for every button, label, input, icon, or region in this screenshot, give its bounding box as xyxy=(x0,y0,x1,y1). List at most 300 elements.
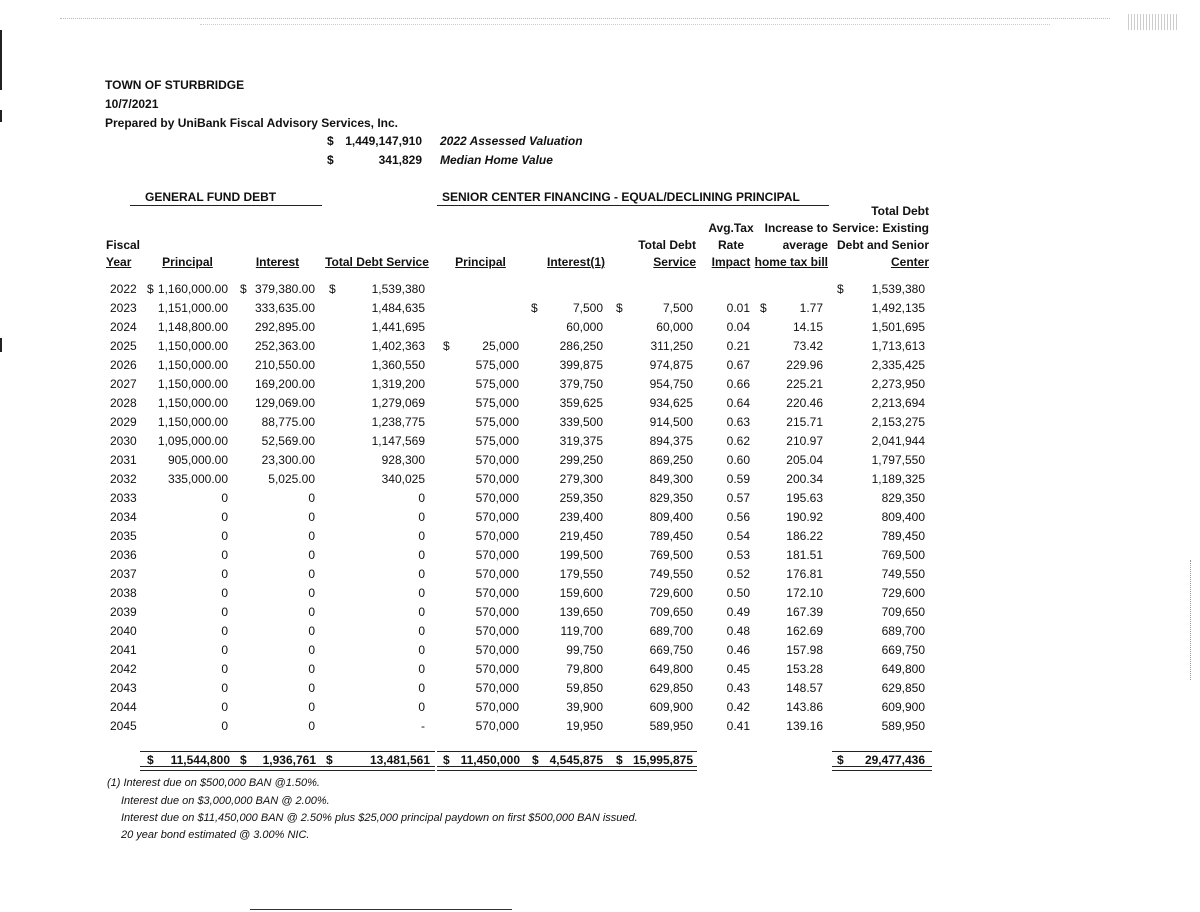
sc-interest-cell: 60,000 xyxy=(566,320,603,334)
gf-total-cell: 1,360,550 xyxy=(371,358,425,372)
tax-impact-cell: 0.67 xyxy=(726,358,750,372)
sc-total-cell: 849,300 xyxy=(649,472,693,486)
sc-total-cell: 709,650 xyxy=(649,605,693,619)
sc-principal-cell: 570,000 xyxy=(475,491,519,505)
grand-total-cell: 609,900 xyxy=(881,700,925,714)
gf-total-cell: 1,238,775 xyxy=(371,415,425,429)
home-tax-increase-cell: 139.16 xyxy=(786,719,823,733)
sc-interest-cell: 159,600 xyxy=(559,586,603,600)
sc-total-cell: 809,400 xyxy=(649,510,693,524)
gf-interest-cell: 5,025.00 xyxy=(268,472,315,486)
gf-total-cell: 0 xyxy=(418,529,425,543)
sc-principal-cell: 570,000 xyxy=(475,624,519,638)
home-tax-increase-cell: 148.57 xyxy=(786,681,823,695)
home-tax-increase-cell: 73.42 xyxy=(792,339,823,353)
tax-impact-cell: 0.42 xyxy=(726,700,750,714)
sc-interest-cell: 219,450 xyxy=(559,529,603,543)
senior-center-section-title: SENIOR CENTER FINANCING - EQUAL/DECLINING PRINCIPAL xyxy=(442,190,800,204)
fiscal-year-cell: 2023 xyxy=(110,301,137,315)
sc-principal-cell: 575,000 xyxy=(475,434,519,448)
sc-total-cell: 629,850 xyxy=(649,681,693,695)
sc-interest-cell: 139,650 xyxy=(559,605,603,619)
currency-symbol: $ xyxy=(760,301,767,315)
gf-principal-cell: 1,150,000.00 xyxy=(157,377,228,391)
margin-mark xyxy=(0,110,2,122)
gf-principal-cell: 0 xyxy=(221,719,228,733)
gf-principal-cell: 0 xyxy=(221,681,228,695)
sc-total-cell: 914,500 xyxy=(649,415,693,429)
currency-symbol: $ xyxy=(329,282,336,296)
sc-total-cell: 769,500 xyxy=(649,548,693,562)
sc-principal-cell: 570,000 xyxy=(475,700,519,714)
gf-principal-cell: 0 xyxy=(221,529,228,543)
gf-total-cell: 1,539,380 xyxy=(371,282,425,296)
sc-total-cell: 689,700 xyxy=(649,624,693,638)
sc-principal-cell: 575,000 xyxy=(475,396,519,410)
header-line: Service: Existing xyxy=(832,221,929,235)
gf-total-cell: 0 xyxy=(418,624,425,638)
grand-total-cell: 1,189,325 xyxy=(871,472,925,486)
grand-total-header xyxy=(820,203,929,271)
sc-principal-cell: 575,000 xyxy=(475,377,519,391)
fiscal-year-cell: 2031 xyxy=(110,453,137,467)
currency-symbol: $ xyxy=(616,301,623,315)
sc-principal-cell: 570,000 xyxy=(475,681,519,695)
header-line: Interest(1) xyxy=(546,255,605,269)
margin-mark xyxy=(0,338,2,352)
total-currency: $ xyxy=(532,753,539,767)
header-line: Total Debt xyxy=(638,238,696,252)
footnote: 20 year bond estimated @ 3.00% NIC. xyxy=(121,829,310,841)
gf-interest-cell: 169,200.00 xyxy=(254,377,315,391)
header-line: Total Debt Service xyxy=(325,255,429,269)
grand-total-cell: 789,450 xyxy=(881,529,925,543)
tax-impact-cell: 0.45 xyxy=(726,662,750,676)
footnote: Interest due on $3,000,000 BAN @ 2.00%. xyxy=(121,795,330,807)
currency-symbol: $ xyxy=(531,301,538,315)
home-tax-increase-cell: 167.39 xyxy=(786,605,823,619)
total-currency: $ xyxy=(443,753,450,767)
sc-principal-cell: 570,000 xyxy=(475,510,519,524)
header-line: Center xyxy=(890,255,929,269)
home-tax-increase-cell: 200.34 xyxy=(786,472,823,486)
sc-interest-cell: 7,500 xyxy=(572,301,603,315)
gf-principal-cell: 1,151,000.00 xyxy=(157,301,228,315)
gf-principal-cell: 0 xyxy=(221,643,228,657)
fiscal-year-cell: 2035 xyxy=(110,529,137,543)
gf-interest-cell: 0 xyxy=(308,605,315,619)
home-tax-increase-cell: 205.04 xyxy=(786,453,823,467)
header-line: Principal xyxy=(162,255,213,269)
tax-impact-cell: 0.53 xyxy=(726,548,750,562)
scan-artifact xyxy=(60,18,1110,20)
grand-total-cell: 2,153,275 xyxy=(871,415,925,429)
gf-interest-cell: 252,363.00 xyxy=(254,339,315,353)
gf-interest-cell: 333,635.00 xyxy=(254,301,315,315)
sc-principal-cell: 570,000 xyxy=(475,643,519,657)
gf-principal-cell: 1,150,000.00 xyxy=(157,358,228,372)
home-tax-increase-cell: 176.81 xyxy=(786,567,823,581)
grand-total-cell: 629,850 xyxy=(881,681,925,695)
gf-principal-cell: 0 xyxy=(221,567,228,581)
home-tax-increase-cell: 143.86 xyxy=(786,700,823,714)
grand-total-cell: 729,600 xyxy=(881,586,925,600)
grand-total-cell: 669,750 xyxy=(881,643,925,657)
gf-interest-cell: 0 xyxy=(308,548,315,562)
header-line: Rate xyxy=(717,238,744,252)
sc-total-cell: 749,550 xyxy=(649,567,693,581)
home-tax-increase-cell: 229.96 xyxy=(786,358,823,372)
footnote: (1) Interest due on $500,000 BAN @1.50%. xyxy=(107,777,320,789)
gf-interest-cell: 0 xyxy=(308,643,315,657)
fiscal-year-cell: 2038 xyxy=(110,586,137,600)
gf-principal-cell: 0 xyxy=(221,586,228,600)
header-line: average xyxy=(782,238,828,252)
tax-impact-cell: 0.04 xyxy=(726,320,750,334)
sc-total-cell: 60,000 xyxy=(656,320,693,334)
gf-total-cell: 1,147,569 xyxy=(371,434,425,448)
tax-impact-cell: 0.43 xyxy=(726,681,750,695)
grand-total-cell: 809,400 xyxy=(881,510,925,524)
gf-total-cell: 0 xyxy=(418,662,425,676)
grand-total-cell: 1,797,550 xyxy=(871,453,925,467)
gf-principal-cell: 0 xyxy=(221,605,228,619)
tax-impact-cell: 0.21 xyxy=(726,339,750,353)
sc-principal-cell: 570,000 xyxy=(475,586,519,600)
home-tax-increase-cell: 215.71 xyxy=(786,415,823,429)
header-line: home tax bill xyxy=(754,255,828,269)
home-tax-increase-cell: 181.51 xyxy=(786,548,823,562)
sc-principal-cell: 570,000 xyxy=(475,453,519,467)
header-line: Total Debt xyxy=(871,204,929,218)
sc-interest-cell: 286,250 xyxy=(559,339,603,353)
fiscal-year-cell: 2024 xyxy=(110,320,137,334)
sc-interest-cell: 359,625 xyxy=(559,396,603,410)
gf-interest-cell: 0 xyxy=(308,681,315,695)
gf-interest-cell: 379,380.00 xyxy=(254,282,315,296)
total-rule xyxy=(140,751,435,752)
sc-interest-cell: 279,300 xyxy=(559,472,603,486)
gf-interest-cell: 23,300.00 xyxy=(261,453,315,467)
gf-total-cell: 0 xyxy=(418,643,425,657)
sc-total-cell: 729,600 xyxy=(649,586,693,600)
sc-interest-cell: 79,800 xyxy=(566,662,603,676)
grand-total-cell: 1,713,613 xyxy=(871,339,925,353)
tax-impact-cell: 0.41 xyxy=(726,719,750,733)
sc-total-cell: 829,350 xyxy=(649,491,693,505)
grand-total-cell: 829,350 xyxy=(881,491,925,505)
sc-interest-cell: 199,500 xyxy=(559,548,603,562)
sc-total-cell: 649,800 xyxy=(649,662,693,676)
tax-impact-cell: 0.50 xyxy=(726,586,750,600)
home-tax-increase-cell: 186.22 xyxy=(786,529,823,543)
home-tax-increase-header xyxy=(752,220,828,271)
gf-principal-cell: 0 xyxy=(221,662,228,676)
sc-principal-cell: 25,000 xyxy=(482,339,519,353)
gf-total-cell: 0 xyxy=(418,605,425,619)
valuation-value: 1,449,147,910 xyxy=(345,134,422,148)
fiscal-year-cell: 2043 xyxy=(110,681,137,695)
total-rule xyxy=(832,751,932,752)
gf-interest-cell: 88,775.00 xyxy=(261,415,315,429)
fiscal-year-cell: 2042 xyxy=(110,662,137,676)
sc-total-cell: 311,250 xyxy=(650,339,693,353)
currency-symbol: $ xyxy=(327,153,334,167)
header-line: Increase to xyxy=(764,221,828,235)
sc-interest-cell: 339,500 xyxy=(559,415,603,429)
gf-principal-cell: 905,000.00 xyxy=(167,453,228,467)
currency-symbol: $ xyxy=(147,282,154,296)
home-tax-increase-cell: 225.21 xyxy=(786,377,823,391)
gf-interest-cell: 210,550.00 xyxy=(254,358,315,372)
header-line: Interest xyxy=(255,255,300,269)
fiscal-year-cell: 2039 xyxy=(110,605,137,619)
total-rule xyxy=(437,751,697,752)
tax-impact-cell: 0.64 xyxy=(726,396,750,410)
tax-rate-impact-header xyxy=(706,220,756,271)
grand-total-cell: 1,492,135 xyxy=(871,301,925,315)
gf-interest-cell: 0 xyxy=(308,567,315,581)
gf-principal-cell: 1,160,000.00 xyxy=(157,282,228,296)
grand-total-cell: 589,950 xyxy=(881,719,925,733)
gf-interest-cell: 52,569.00 xyxy=(261,434,315,448)
fiscal-year-cell: 2027 xyxy=(110,377,137,391)
grand-total-cell: 2,213,694 xyxy=(871,396,925,410)
sc-total-cell: 609,900 xyxy=(649,700,693,714)
currency-symbol: $ xyxy=(837,282,844,296)
section-underline xyxy=(130,205,322,206)
sc-interest-cell: 319,375 xyxy=(559,434,603,448)
fiscal-year-cell: 2044 xyxy=(110,700,137,714)
total-sc-interest: 4,545,875 xyxy=(549,753,603,767)
total-gf-interest: 1,936,761 xyxy=(262,753,316,767)
gf-interest-cell: 0 xyxy=(308,624,315,638)
sc-interest-cell: 379,750 xyxy=(559,377,603,391)
tax-impact-cell: 0.48 xyxy=(726,624,750,638)
gf-interest-cell: 0 xyxy=(308,662,315,676)
tax-impact-cell: 0.01 xyxy=(726,301,750,315)
sc-total-cell: 974,875 xyxy=(649,358,693,372)
home-tax-increase-cell: 153.28 xyxy=(786,662,823,676)
sc-total-cell: 7,500 xyxy=(662,301,693,315)
gf-interest-header xyxy=(245,254,310,271)
home-tax-increase-cell: 162.69 xyxy=(786,624,823,638)
gf-total-cell: 928,300 xyxy=(381,453,425,467)
home-tax-increase-cell: 190.92 xyxy=(786,510,823,524)
gf-total-cell: 1,319,200 xyxy=(371,377,425,391)
header-line: Principal xyxy=(455,255,506,269)
gf-interest-cell: 0 xyxy=(308,719,315,733)
home-tax-increase-cell: 220.46 xyxy=(786,396,823,410)
report-date: 10/7/2021 xyxy=(105,97,159,111)
gf-principal-cell: 0 xyxy=(221,624,228,638)
fiscal-year-cell: 2037 xyxy=(110,567,137,581)
grand-total-cell: 749,550 xyxy=(881,567,925,581)
sc-principal-cell: 575,000 xyxy=(475,358,519,372)
gf-interest-cell: 0 xyxy=(308,491,315,505)
total-sc-debt-service: 15,995,875 xyxy=(632,753,693,767)
fiscal-year-header xyxy=(106,237,146,271)
header-line: Service xyxy=(653,255,696,269)
grand-total-cell: 2,335,425 xyxy=(871,358,925,372)
sc-total-cell: 869,250 xyxy=(649,453,693,467)
tax-impact-cell: 0.60 xyxy=(726,453,750,467)
home-tax-increase-cell: 1.77 xyxy=(799,301,823,315)
sc-principal-cell: 570,000 xyxy=(475,662,519,676)
sc-principal-cell: 570,000 xyxy=(475,548,519,562)
gf-total-cell: 1,484,635 xyxy=(371,301,425,315)
sc-interest-cell: 399,875 xyxy=(559,358,603,372)
fiscal-year-cell: 2025 xyxy=(110,339,137,353)
tax-impact-cell: 0.63 xyxy=(726,415,750,429)
total-currency: $ xyxy=(147,753,154,767)
gf-interest-cell: 0 xyxy=(308,529,315,543)
gf-principal-header xyxy=(155,254,220,271)
gf-principal-cell: 1,150,000.00 xyxy=(157,415,228,429)
header-line: Fiscal xyxy=(106,238,141,252)
home-tax-increase-cell: 14.15 xyxy=(792,320,823,334)
fiscal-year-cell: 2040 xyxy=(110,624,137,638)
gf-principal-cell: 0 xyxy=(221,491,228,505)
gf-principal-cell: 0 xyxy=(221,548,228,562)
footnote: Interest due on $11,450,000 BAN @ 2.50% plus $25,000 principal paydown on first $500,000 BAN issued. xyxy=(121,812,638,824)
fiscal-year-cell: 2034 xyxy=(110,510,137,524)
header-line: Impact xyxy=(711,255,751,269)
assessed-valuation-label: 2022 Assessed Valuation xyxy=(440,134,583,148)
fiscal-year-cell: 2032 xyxy=(110,472,137,486)
gf-principal-cell: 1,150,000.00 xyxy=(157,339,228,353)
median-home-value-label: Median Home Value xyxy=(440,153,553,167)
prepared-by: Prepared by UniBank Fiscal Advisory Services, Inc. xyxy=(105,116,399,130)
gf-principal-cell: 0 xyxy=(221,700,228,714)
signature-line xyxy=(250,909,512,910)
scan-artifact xyxy=(200,24,1050,26)
total-grand: 29,477,436 xyxy=(864,753,925,767)
grand-total-cell: 649,800 xyxy=(881,662,925,676)
sc-interest-cell: 59,850 xyxy=(566,681,603,695)
sc-principal-cell: 570,000 xyxy=(475,529,519,543)
gf-total-cell: 0 xyxy=(418,510,425,524)
total-currency: $ xyxy=(616,753,623,767)
gf-total-cell: 0 xyxy=(418,700,425,714)
town-title: TOWN OF STURBRIDGE xyxy=(105,78,245,92)
fiscal-year-cell: 2030 xyxy=(110,434,137,448)
margin-mark xyxy=(0,30,2,90)
sc-interest-cell: 99,750 xyxy=(566,643,603,657)
total-currency: $ xyxy=(240,753,247,767)
total-gf-debt-service: 13,481,561 xyxy=(369,753,430,767)
sc-interest-cell: 119,700 xyxy=(560,624,603,638)
sc-principal-cell: 570,000 xyxy=(475,567,519,581)
tax-impact-cell: 0.46 xyxy=(726,643,750,657)
margin-mark xyxy=(1190,560,1192,680)
grand-total-cell: 2,041,944 xyxy=(871,434,925,448)
gf-total-header xyxy=(322,254,432,271)
grand-total-cell: 1,539,380 xyxy=(871,282,925,296)
sc-interest-header xyxy=(535,254,605,271)
sc-interest-cell: 39,900 xyxy=(566,700,603,714)
sc-principal-header xyxy=(448,254,513,271)
tax-impact-cell: 0.49 xyxy=(726,605,750,619)
sc-total-cell: 789,450 xyxy=(649,529,693,543)
home-tax-increase-cell: 195.63 xyxy=(786,491,823,505)
fiscal-year-cell: 2041 xyxy=(110,643,137,657)
scan-artifact xyxy=(1128,14,1178,30)
total-sc-principal: 11,450,000 xyxy=(460,753,520,767)
grand-total-cell: 2,273,950 xyxy=(871,377,925,391)
tax-impact-cell: 0.66 xyxy=(726,377,750,391)
sc-interest-cell: 19,950 xyxy=(566,719,603,733)
gf-interest-cell: 0 xyxy=(308,510,315,524)
gf-principal-cell: 1,150,000.00 xyxy=(157,396,228,410)
gf-total-cell: 0 xyxy=(418,586,425,600)
sc-principal-cell: 570,000 xyxy=(475,472,519,486)
sc-total-cell: 954,750 xyxy=(649,377,693,391)
tax-impact-cell: 0.57 xyxy=(726,491,750,505)
general-fund-section-title: GENERAL FUND DEBT xyxy=(145,190,277,204)
gf-principal-cell: 335,000.00 xyxy=(167,472,228,486)
gf-interest-cell: 0 xyxy=(308,586,315,600)
gf-total-cell: - xyxy=(421,719,425,733)
gf-total-cell: 1,402,363 xyxy=(371,339,425,353)
gf-interest-cell: 292,895.00 xyxy=(254,320,315,334)
total-currency: $ xyxy=(326,753,333,767)
gf-total-cell: 0 xyxy=(418,681,425,695)
gf-total-cell: 0 xyxy=(418,567,425,581)
tax-impact-cell: 0.62 xyxy=(726,434,750,448)
grand-total-cell: 769,500 xyxy=(881,548,925,562)
total-gf-principal: 11,544,800 xyxy=(170,753,230,767)
grand-total-cell: 1,501,695 xyxy=(871,320,925,334)
median-value: 341,829 xyxy=(378,153,422,167)
section-underline xyxy=(437,205,829,206)
gf-interest-cell: 129,069.00 xyxy=(254,396,315,410)
currency-symbol: $ xyxy=(240,282,247,296)
header-line: Avg.Tax xyxy=(708,221,754,235)
home-tax-increase-cell: 157.98 xyxy=(786,643,823,657)
home-tax-increase-cell: 172.10 xyxy=(786,586,823,600)
sc-total-cell: 589,950 xyxy=(649,719,693,733)
fiscal-year-cell: 2022 xyxy=(110,282,137,296)
gf-principal-cell: 1,095,000.00 xyxy=(157,434,228,448)
sc-total-cell: 934,625 xyxy=(649,396,693,410)
header-line: Debt and Senior xyxy=(836,238,929,252)
sc-interest-cell: 259,350 xyxy=(559,491,603,505)
sc-principal-cell: 570,000 xyxy=(475,605,519,619)
sc-interest-cell: 299,250 xyxy=(559,453,603,467)
gf-principal-cell: 1,148,800.00 xyxy=(157,320,228,334)
currency-symbol: $ xyxy=(443,339,450,353)
sc-principal-cell: 570,000 xyxy=(475,719,519,733)
fiscal-year-cell: 2036 xyxy=(110,548,137,562)
fiscal-year-cell: 2033 xyxy=(110,491,137,505)
total-currency: $ xyxy=(837,753,844,767)
grand-total-cell: 689,700 xyxy=(881,624,925,638)
fiscal-year-cell: 2026 xyxy=(110,358,137,372)
gf-total-cell: 1,441,695 xyxy=(371,320,425,334)
tax-impact-cell: 0.52 xyxy=(726,567,750,581)
header-line: Year xyxy=(106,255,132,269)
fiscal-year-cell: 2028 xyxy=(110,396,137,410)
sc-interest-cell: 239,400 xyxy=(559,510,603,524)
gf-total-cell: 1,279,069 xyxy=(371,396,425,410)
home-tax-increase-cell: 210.97 xyxy=(786,434,823,448)
fiscal-year-cell: 2029 xyxy=(110,415,137,429)
tax-impact-cell: 0.56 xyxy=(726,510,750,524)
sc-total-cell: 894,375 xyxy=(649,434,693,448)
gf-total-cell: 0 xyxy=(418,491,425,505)
gf-total-cell: 340,025 xyxy=(381,472,425,486)
